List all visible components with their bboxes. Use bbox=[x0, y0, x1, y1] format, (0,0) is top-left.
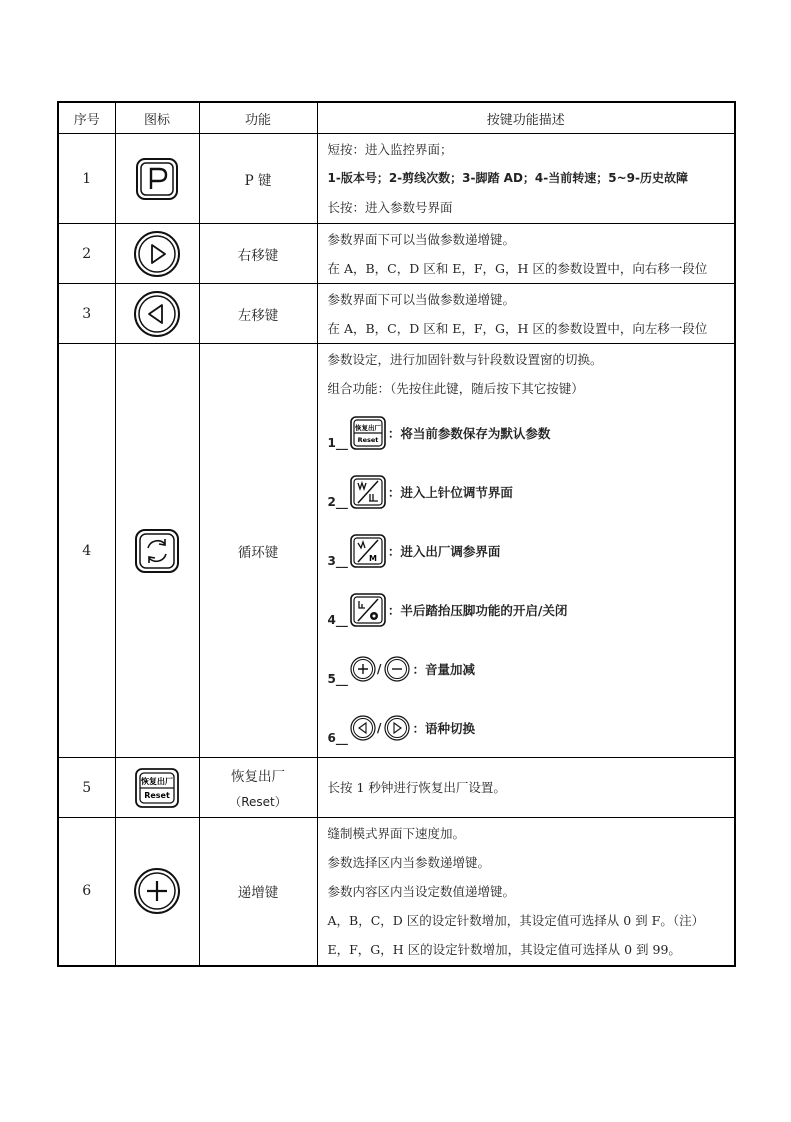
table-row bbox=[58, 134, 735, 224]
plus-icon bbox=[350, 656, 376, 682]
desc-line: 参数设定，进行加固针数与针段数设置窗的切换。 bbox=[327, 352, 603, 367]
combo-item: 4__ ：半后踏抬压脚功能的开启/关闭 bbox=[328, 580, 735, 639]
row-function: 左移键 bbox=[199, 284, 317, 344]
left-arrow-icon bbox=[133, 290, 181, 338]
combo-item: 5__ / ：音量加减 bbox=[328, 639, 735, 698]
row-no: 6 bbox=[58, 818, 115, 966]
row-no: 5 bbox=[58, 758, 115, 818]
row-function: P 键 bbox=[199, 134, 317, 224]
p-key-icon bbox=[135, 157, 179, 201]
table-row bbox=[58, 224, 735, 284]
desc-line: 参数界面下可以当做参数递增键。 bbox=[327, 291, 516, 307]
row-no: 1 bbox=[58, 134, 115, 224]
table-row bbox=[58, 344, 735, 758]
desc-line: 短按：进入监控界面； bbox=[327, 142, 453, 157]
row-function-sub: （Reset） bbox=[229, 795, 287, 809]
combo-item: 6__ / ：语种切换 bbox=[328, 698, 735, 757]
left-arrow-icon bbox=[350, 715, 376, 741]
reset-key-icon bbox=[350, 416, 386, 450]
desc-line: 参数界面下可以当做参数递增键。 bbox=[327, 231, 516, 247]
row-no: 2 bbox=[58, 224, 115, 284]
table-row bbox=[58, 758, 735, 818]
table-row bbox=[58, 818, 735, 966]
table-header bbox=[58, 102, 735, 134]
factory-setting-icon bbox=[350, 534, 386, 568]
presser-foot-icon bbox=[350, 593, 386, 627]
reset-icon-label-bottom: Reset bbox=[357, 435, 379, 444]
desc-line: 参数内容区内当设定数值递增键。 bbox=[327, 883, 516, 899]
table-row bbox=[58, 284, 735, 344]
row-function: 循环键 bbox=[199, 344, 317, 758]
desc-line: 在 A，B，C，D 区和 E，F，G，H 区的参数设置中，向左移一段位 bbox=[327, 320, 708, 336]
right-arrow-icon bbox=[133, 230, 181, 278]
combo-item: 3__ M ：进入出厂调参界面 bbox=[328, 521, 735, 580]
desc-line: 参数选择区内当参数递增键。 bbox=[327, 854, 491, 870]
right-arrow-icon bbox=[384, 715, 410, 741]
row-no: 3 bbox=[58, 284, 115, 344]
minus-icon bbox=[384, 656, 410, 682]
row-no: 4 bbox=[58, 344, 115, 758]
header-no: 序号 bbox=[58, 102, 115, 134]
row-function: 恢复出厂 bbox=[231, 769, 285, 785]
factory-icon-label: M bbox=[368, 553, 377, 563]
reset-icon-label-bottom: Reset bbox=[144, 790, 170, 800]
header-function: 功能 bbox=[199, 102, 317, 134]
row-function: 右移键 bbox=[199, 224, 317, 284]
combo-item: 2__ ：进入上针位调节界面 bbox=[328, 462, 735, 521]
row-function: 递增键 bbox=[199, 818, 317, 966]
key-function-table bbox=[57, 101, 736, 967]
reset-key-icon bbox=[135, 768, 179, 808]
header-icon: 图标 bbox=[115, 102, 199, 134]
combo-item: 1__ 恢复出厂 Reset ：将当前参数保存为默认参数 bbox=[328, 403, 735, 462]
desc-line: 长按 1 秒钟进行恢复出厂设置。 bbox=[327, 780, 506, 795]
reset-icon-label-top: 恢复出厂 bbox=[141, 776, 173, 786]
desc-line: 缝制模式界面下速度加。 bbox=[327, 825, 466, 841]
reset-icon-label-top: 恢复出厂 bbox=[354, 423, 381, 432]
cycle-icon bbox=[134, 528, 180, 574]
desc-line: 1-版本号；2-剪线次数；3-脚踏 AD；4-当前转速；5~9-历史故障 bbox=[327, 171, 688, 185]
desc-line: 组合功能：（先按住此键，随后按下其它按键） bbox=[327, 381, 584, 396]
needle-position-icon bbox=[350, 475, 386, 509]
desc-line: 在 A，B，C，D 区和 E，F，G，H 区的参数设置中，向右移一段位 bbox=[327, 260, 708, 276]
desc-line: A，B，C，D 区的设定针数增加，其设定值可选择从 0 到 F。（注） bbox=[327, 912, 705, 928]
plus-icon bbox=[133, 867, 181, 915]
desc-line: 长按：进入参数号界面 bbox=[327, 200, 453, 215]
header-desc: 按键功能描述 bbox=[317, 102, 735, 134]
desc-line: E，F，G，H 区的设定针数增加，其设定值可选择从 0 到 99。 bbox=[327, 941, 681, 957]
